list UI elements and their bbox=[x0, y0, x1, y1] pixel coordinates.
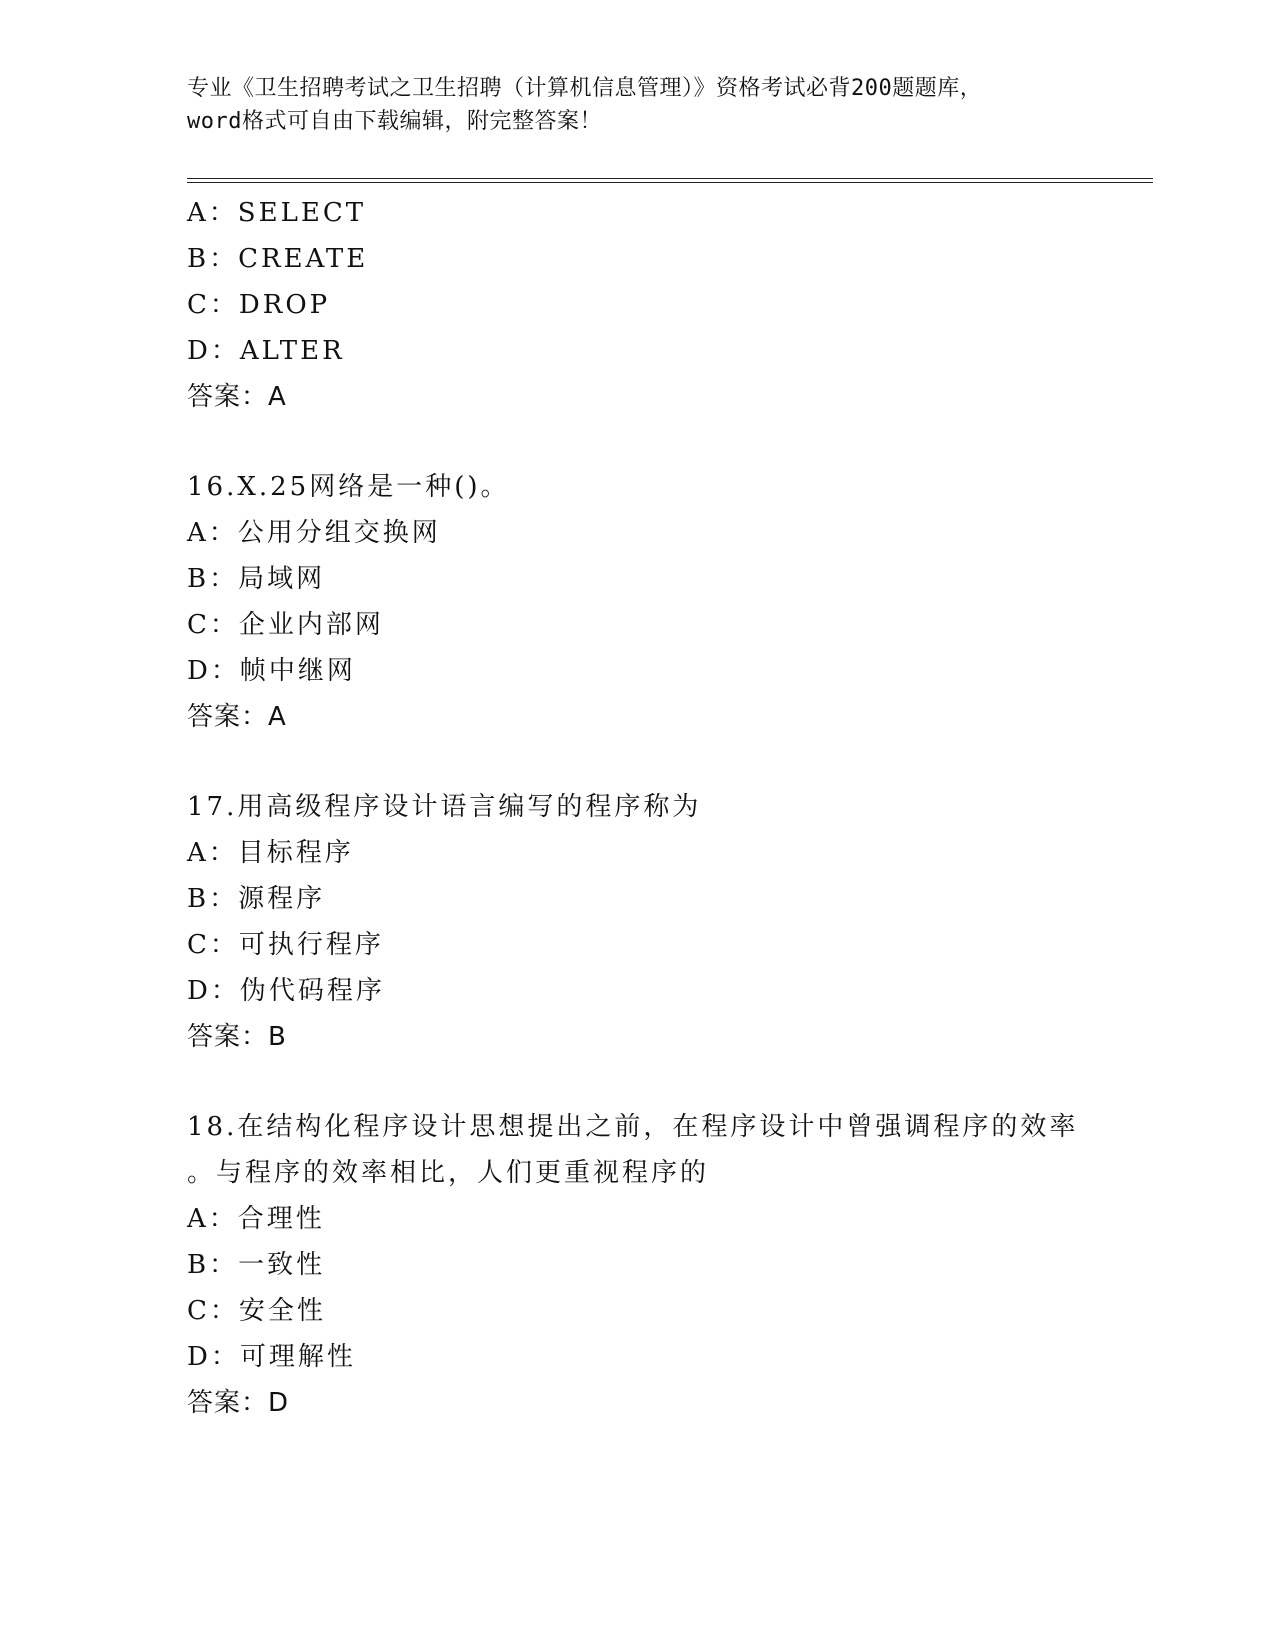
question-text: 16.X.25网络是一种()。 bbox=[187, 472, 510, 502]
spacer bbox=[187, 740, 1107, 784]
option-a: A：合理性 bbox=[187, 1204, 325, 1234]
option-c: C：安全性 bbox=[187, 1296, 326, 1326]
question-18 bbox=[187, 1104, 1107, 1426]
answer: 答案：B bbox=[187, 1022, 287, 1052]
question-list bbox=[187, 190, 1107, 1426]
option-c: C：企业内部网 bbox=[187, 610, 384, 640]
option-d: D：伪代码程序 bbox=[187, 976, 385, 1006]
option-b: B：一致性 bbox=[187, 1250, 326, 1280]
question-15 bbox=[187, 190, 1107, 420]
option-c: C：DROP bbox=[187, 290, 331, 320]
option-a: A：SELECT bbox=[187, 198, 367, 228]
option-d: D：ALTER bbox=[187, 336, 345, 366]
question-16 bbox=[187, 464, 1107, 740]
answer: 答案：A bbox=[187, 702, 287, 732]
answer: 答案：D bbox=[187, 1388, 290, 1418]
option-b: B：局域网 bbox=[187, 564, 326, 594]
option-b: B：源程序 bbox=[187, 884, 326, 914]
option-c: C：可执行程序 bbox=[187, 930, 384, 960]
option-b: B：CREATE bbox=[187, 244, 369, 274]
header-line-1: 专业《卫生招聘考试之卫生招聘（计算机信息管理）》资格考试必背200题题库， bbox=[187, 76, 983, 101]
answer: 答案：A bbox=[187, 382, 287, 412]
question-text-line-1: 18.在结构化程序设计思想提出之前，在程序设计中曾强调程序的效率 bbox=[187, 1112, 1079, 1142]
question-17 bbox=[187, 784, 1107, 1060]
option-a: A：公用分组交换网 bbox=[187, 518, 441, 548]
option-d: D：可理解性 bbox=[187, 1342, 356, 1372]
header-divider bbox=[187, 178, 1153, 183]
option-d: D：帧中继网 bbox=[187, 656, 356, 686]
spacer bbox=[187, 1060, 1107, 1104]
spacer bbox=[187, 420, 1107, 464]
header-line-2: word格式可自由下载编辑，附完整答案！ bbox=[187, 109, 602, 134]
document-header bbox=[187, 72, 1087, 138]
question-text-line-2: 。与程序的效率相比，人们更重视程序的 bbox=[187, 1158, 710, 1188]
option-a: A：目标程序 bbox=[187, 838, 354, 868]
question-text: 17.用高级程序设计语言编写的程序称为 bbox=[187, 792, 702, 822]
